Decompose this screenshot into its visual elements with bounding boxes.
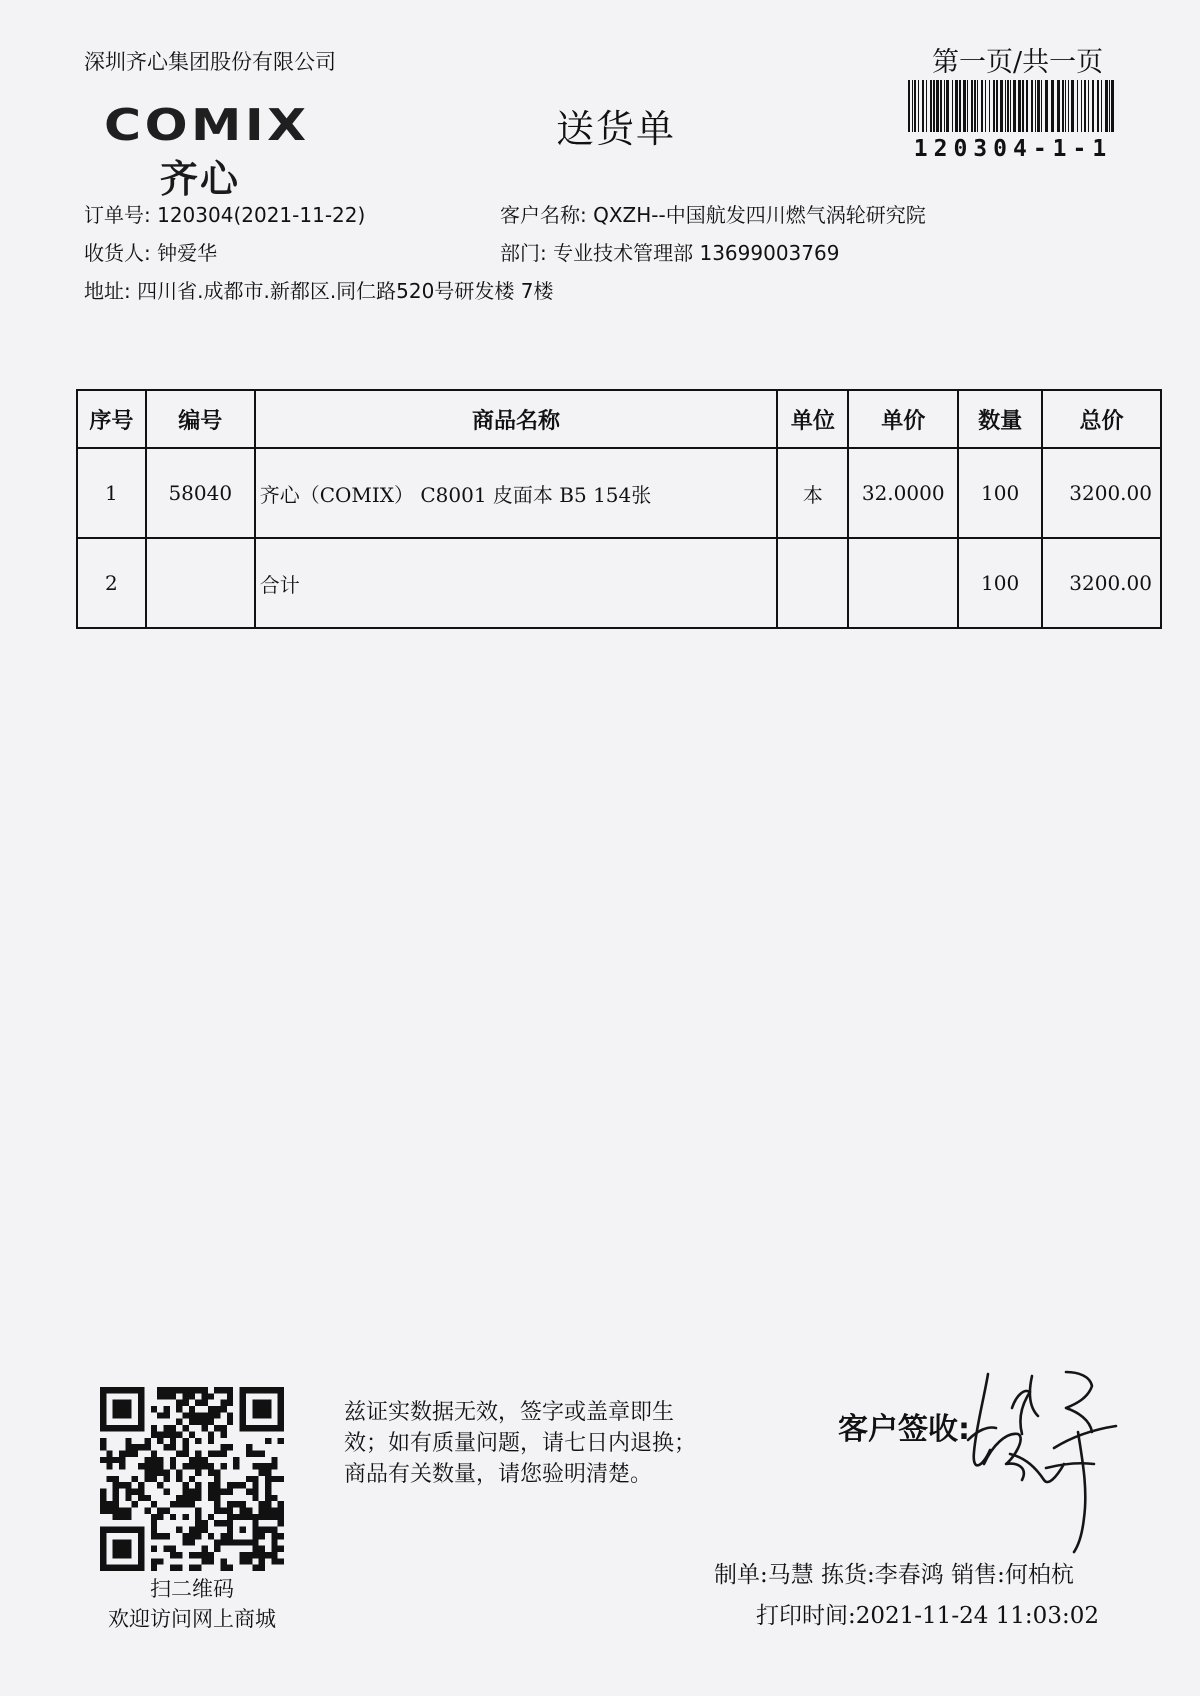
cell-code [146,538,255,628]
customer-value: QXZH--中国航发四川燃气涡轮研究院 [593,203,926,227]
customer-label: 客户名称: [500,203,587,227]
print-time: 打印时间:2021-11-24 11:03:02 [756,1603,1099,1629]
staff-info: 制单:马慧 拣货:李春鸿 销售:何柏杭 [714,1562,1074,1588]
address [84,275,553,304]
customer-name [500,199,926,228]
col-header-product: 商品名称 [255,390,778,448]
notice-line2: 效；如有质量问题，请七日内退换； [344,1431,697,1456]
col-header-total: 总价 [1042,390,1161,448]
cell-product: 齐心（COMIX） C8001 皮面本 B5 154张 [255,448,778,538]
qr-caption-line1: 扫二维码 [150,1577,234,1601]
notice-line1: 兹证实数据无效，签字或盖章即生 [344,1400,675,1425]
comix-logo [104,100,344,201]
qr-caption-line2: 欢迎访问网上商城 [108,1607,276,1631]
cell-code: 58040 [146,448,255,538]
address-label: 地址: [84,279,131,303]
barcode-icon [906,80,1120,132]
cell-total: 3200.00 [1042,538,1161,628]
document-title: 送货单 [556,107,677,151]
page-indicator: 第一页/共一页 [932,47,1104,78]
table-row [77,538,1161,628]
receiver-value: 钟爱华 [157,241,218,265]
department [500,237,839,266]
customer-sign-label: 客户签收: [838,1412,970,1447]
logo-text-en: COMIX [104,100,310,151]
cell-total: 3200.00 [1042,448,1161,538]
dept-label: 部门: [500,241,547,265]
col-header-seq: 序号 [77,390,146,448]
cell-unit: 本 [777,448,848,538]
items-table [76,389,1162,629]
cell-unit [777,538,848,628]
cell-qty: 100 [958,538,1042,628]
handwritten-signature [966,1368,1134,1554]
receiver-label: 收货人: [84,241,151,265]
barcode-block [906,80,1120,162]
notice-line3: 商品有关数量，请您验明清楚。 [344,1462,653,1487]
order-value: 120304(2021-11-22) [157,203,366,227]
barcode-number: 120304-1-1 [913,136,1113,162]
dept-value: 专业技术管理部 13699003769 [553,241,840,265]
logo-text-zh: 齐心 [160,157,241,201]
order-number [84,199,365,228]
cell-price: 32.0000 [848,448,958,538]
cell-price [848,538,958,628]
cell-seq: 2 [77,538,146,628]
order-label: 订单号: [84,203,151,227]
col-header-code: 编号 [146,390,255,448]
col-header-price: 单价 [848,390,958,448]
table-row [77,448,1161,538]
col-header-unit: 单位 [777,390,848,448]
notice-text [344,1397,764,1490]
qr-caption [80,1574,304,1634]
cell-qty: 100 [958,448,1042,538]
cell-product: 合计 [255,538,778,628]
cell-seq: 1 [77,448,146,538]
col-header-qty: 数量 [958,390,1042,448]
qr-code-icon [100,1387,284,1571]
address-value: 四川省.成都市.新都区.同仁路520号研发楼 7楼 [137,279,554,303]
receiver [84,237,217,266]
table-header-row [77,390,1161,448]
company-name: 深圳齐心集团股份有限公司 [84,50,336,74]
